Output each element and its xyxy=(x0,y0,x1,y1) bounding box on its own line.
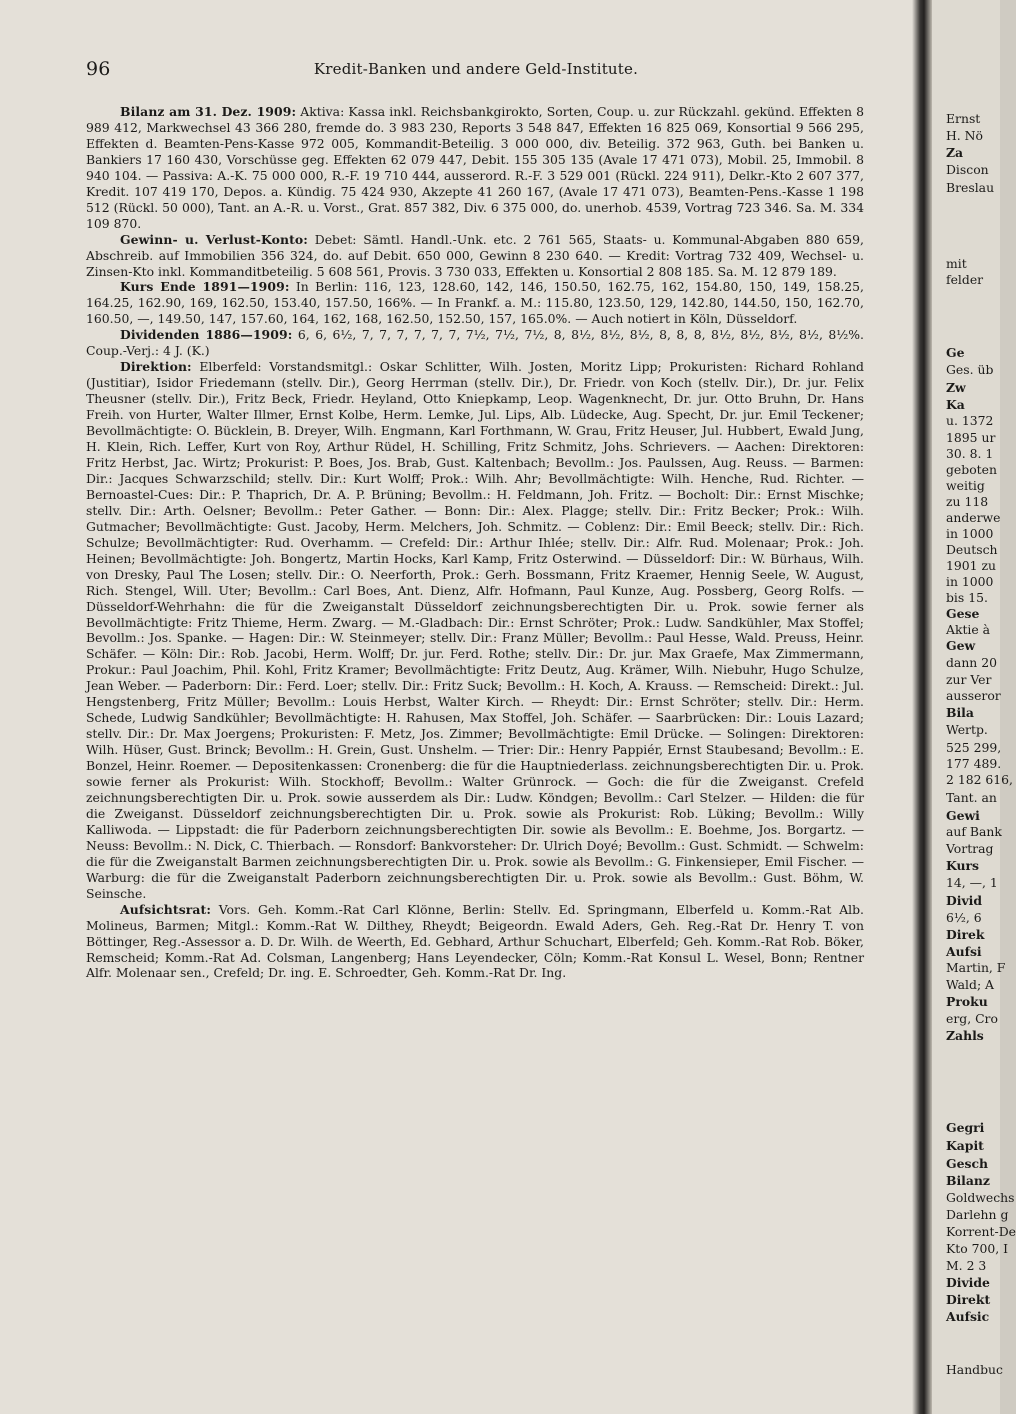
adjacent-page-line: Divid xyxy=(946,893,983,908)
adjacent-page-line: Ges. üb xyxy=(946,362,994,377)
paragraph-label: Gewinn- u. Verlust-Konto: xyxy=(120,231,308,247)
adjacent-page-line: Kapit xyxy=(946,1138,984,1153)
adjacent-page-line: M. 2 3 xyxy=(946,1258,987,1273)
adjacent-page-line: 1895 ur xyxy=(946,430,996,445)
main-text xyxy=(86,104,864,981)
paragraph-text: Vors. Geh. Komm.-Rat Carl Klönne, Berlin: Stellv. Ed. Springmann, Elberfeld u. Komm.-Rat Alb. Molineus, Barmen; Mitgl.: Komm.-Rat W. Dilthey, Rheydt; Beigeordn. Ewald Aders, Geh. Reg.-Rat Dr. Henry T. von Böttinger, Reg.-Assessor a. D. Dr. Wilh. de Weerth, Ed. Gebhard, Arthur Schuchart, Elberfeld; Geh. Komm.-Rat Rob. Böker, Remscheid; Komm.-Rat Ad. Colsman, Langenberg; Hans Leyendecker, Cöln; Komm.-Rat Konsul L. Wesel, Bonn; Rentner Alfr. Molenaar sen., Crefeld; Dr. ing. E. Schroedter, Geh. Komm.-Rat Dr. Ing. xyxy=(86,901,864,981)
adjacent-page-line: in 1000 xyxy=(946,574,994,589)
adjacent-page-line: Proku xyxy=(946,994,988,1009)
paragraph-text: 6, 6, 6½, 7, 7, 7, 7, 7, 7, 7½, 7½, 7½, 8, 8½, 8½, 8½, 8, 8, 8, 8½, 8½, 8½, 8½, 8½%. Coup.-Verj.: 4 J. (K.) xyxy=(86,327,864,359)
adjacent-page-line: Gesch xyxy=(946,1156,988,1171)
paragraph-label: Kurs Ende 1891—1909: xyxy=(120,279,290,295)
paragraph-label: Dividenden 1886—1909: xyxy=(120,327,293,343)
adjacent-page-line: zur Ver xyxy=(946,672,992,687)
adjacent-page-line: Za xyxy=(946,145,964,160)
adjacent-page-line: Vortrag xyxy=(946,841,994,856)
adjacent-page-line: Zahls xyxy=(946,1028,984,1043)
adjacent-page-line: auf Bank xyxy=(946,824,1002,839)
adjacent-page-line: mit xyxy=(946,256,967,271)
adjacent-page-line: zu 118 xyxy=(946,494,989,509)
adjacent-page-line: Martin, F xyxy=(946,960,1006,975)
adjacent-page-line: Deutsch xyxy=(946,542,998,557)
adjacent-page-line: anderwe xyxy=(946,510,1001,525)
adjacent-page-line: 525 299, xyxy=(946,740,1002,755)
adjacent-page-line: Breslau xyxy=(946,180,995,195)
adjacent-page-line: 177 489. xyxy=(946,756,1002,771)
adjacent-page-line: Direk xyxy=(946,927,985,942)
adjacent-page-line: Ge xyxy=(946,345,965,360)
adjacent-page-line: H. Nö xyxy=(946,128,983,143)
paragraph-dividenden xyxy=(86,327,864,359)
adjacent-page-line: Ernst xyxy=(946,111,981,126)
adjacent-page-line: ausseror xyxy=(946,688,1001,703)
adjacent-page-line: 2 182 616, xyxy=(946,772,1013,787)
adjacent-page-line: Direkt xyxy=(946,1292,991,1307)
page-number: 96 xyxy=(86,58,111,80)
paragraph-text: Debet: Sämtl. Handl.-Unk. etc. 2 761 565, Staats- u. Kommunal-Abgaben 880 659, Abschreib. auf Immobilien 356 324, do. auf Debit. 650 000, Gewinn 8 230 640. — Kredit: Vortrag 732 409, Wechsel- u. Zinsen-Kto inkl. Kommanditbeteilig. 5 608 561, Provis. 3 730 033, Effekten u. Konsortial 2 808 185. Sa. M. 12 879 189. xyxy=(86,231,864,279)
paragraph-label: Direktion: xyxy=(120,359,192,375)
adjacent-page-line: 14, —, 1 xyxy=(946,875,998,890)
adjacent-page-fragment xyxy=(932,0,1016,1414)
adjacent-page-line: in 1000 xyxy=(946,526,994,541)
adjacent-page-line: Zw xyxy=(946,380,966,395)
adjacent-page-line: 6½, 6 xyxy=(946,910,982,925)
paragraph-gewinn-verlust xyxy=(86,232,864,280)
adjacent-page-line: u. 1372 xyxy=(946,413,994,428)
paragraph-aufsichtsrat xyxy=(86,902,864,982)
page-header xyxy=(86,58,866,82)
adjacent-page-line: Aufsi xyxy=(946,944,982,959)
adjacent-page-line: Gew xyxy=(946,638,976,653)
adjacent-page-line: Tant. an xyxy=(946,790,997,805)
paragraph-bilanz xyxy=(86,104,864,232)
running-head: Kredit-Banken und andere Geld-Institute. xyxy=(313,60,639,78)
adjacent-page-line: Aufsic xyxy=(946,1309,990,1324)
adjacent-page-line: dann 20 xyxy=(946,655,997,670)
adjacent-page-line: Kurs xyxy=(946,858,980,873)
adjacent-page-line: Gese xyxy=(946,606,980,621)
adjacent-page-line: Goldwechs xyxy=(946,1190,1015,1205)
adjacent-page-line: Ka xyxy=(946,397,965,412)
paragraph-text: Elberfeld: Vorstandsmitgl.: Oskar Schlitter, Wilh. Josten, Moritz Lipp; Prokuristen: Richard Rohland (Justitiar), Isidor Friedemann (stellv. Dir.), Georg Herrman (stellv. Dir.), Dr. Friedr. von Koch (stellv. Dir.), Dr. jur. Felix Theusner (stellv. Dir.), Fritz Beck, Friedr. Heyland, Otto Kniepkamp, Leop. Wagenknecht, Dr. jur. Otto Bruhn, Dr. Hans Freih. von Hurter, Walter Illmer, Ernst Kolbe, Herm. Lemke, Jul. Lips, Alb. Lüdecke, Aug. Specht, Dr. jur. Emil Teckener; Bevollmächtigte: O. Bücklein, B. Dreyer, Wilh. Engmann, Karl Forthmann, W. Grau, Fritz Heuser, Jul. Hubbert, Ewald Jung, H. Klein, Rich. Leffer, Kurt von Roy, Arthur Rüdel, H. Schilling, Fritz Schmitz, Johs. Schrievers. — Aachen: Direktoren: Fritz Herbst, Jac. Wirtz; Prokurist: P. Boes, Jos. Brab, Gust. Kaltenbach; Bevollm.: Jos. Paulssen, Aug. Reuss. — Barmen: Dir.: Jacques Schwarzschild; stellv. Dir.: Kurt Wolff; Prok.: Wilh. Ahr; Bevollmächtigte: Wilh. Henche, Rud. Richter. — Bernoastel-Cues: Dir.: P. Thaprich, Dr. A. P. Brüning; Bevollm.: H. Feldmann, Joh. Fritz. — Bocholt: Dir.: Ernst Mischke; stellv. Dir.: Arth. Oelsner; Bevollm.: Peter Gather. — Bonn: Dir.: Alex. Plagge; stellv. Dir.: Fritz Becker; Prok.: Wilh. Gutmacher; Bevollmächtigte: Gust. Jacoby, Herm. Melchers, Joh. Schmitz. — Coblenz: Dir.: Emil Beeck; stellv. Dir.: Rich. Schulze; Bevollmächtigter: Rud. Overhamm. — Crefeld: Dir.: Arthur Ihlée; stellv. Dir.: Alfr. Rud. Molenaar; Prok.: Joh. Heinen; Bevollmächtigte: Joh. Bongertz, Martin Hocks, Karl Kamp, Fritz Osterwind. — Düsseldorf: Dir.: W. Bürhaus, Wilh. von Dresky, Paul The Losen; stellv. Dir.: O. Neerforth, Prok.: Gerh. Bossmann, Fritz Kraemer, Hennig Seele, W. August, Rich. Stengel, Will. Uter; Bevollm.: Carl Boes, Ant. Dienz, Alfr. Hofmann, Paul Kunze, Aug. Possberg, Georg Rolfs. — Düsseldorf-Wehrhahn: die für die Zweiganstalt Düsseldorf zeichnungsberechtigten Dir. u. Prok. sowie ferner als Bevollmächtigte: Fritz Thieme, Herm. Zwarg. — M.-Gladbach: Dir.: Ernst Schröter; Prok.: Ludw. Sandkühler, Max Stoffel; Bevollm.: Jos. Spanke. — Hagen: Dir.: W. Steinmeyer; stellv. Dir.: Franz Müller; Bevollm.: Paul Hesse, Wald. Preuss, Heinr. Schäfer. — Köln: Dir.: Rob. Jacobi, Herm. Wolff; Dr. jur. Ferd. Rothe; stellv. Dir.: Dr. jur. Max Graefe, Max Zimmermann, Prokur.: Paul Joachim, Phil. Kohl, Fritz Kramer; Bevollmächtigte: Fritz Deutz, Aug. Krämer, Wilh. Niebuhr, Hugo Schulze, Jean Weber. — Paderborn: Dir.: Ferd. Loer; stellv. Dir.: Fritz Suck; Bevollm.: H. Koch, A. Krauss. — Remscheid: Direkt.: Jul. Hengstenberg, Fritz Müller; Bevollm.: Louis Herbst, Walter Kirch. — Rheydt: Dir.: Ernst Schröter; stellv. Dir.: Herm. Schede, Ludwig Sandkühler; Bevollmächtigte: H. Rahusen, Max Stoffel, Joh. Schäfer. — Saarbrücken: Dir.: Louis Lazard; stellv. Dir.: Dr. Max Joergens; Prokuristen: F. Metz, Jos. Zimmer; Bevollmächtigte: Emil Drücke. — Solingen: Direktoren: Wilh. Hüser, Gust. Brinck; Bevollm.: H. Grein, Gust. Unshelm. — Trier: Dir.: Henry Pappiér, Ernst Staubesand; Bevollm.: E. Bonzel, Heinr. Roemer. — Depositenkassen: Cronenberg: die für die Hauptniederlass. zeichnungsberechtigten Dir. u. Prok. sowie ferner als Prokurist: Wilh. Stockhoff; Bevollm.: Walter Grünrock. — Goch: die für die Zweiganst. Crefeld zeichnungsberechtigten Dir. u. Prok. sowie ausserdem als Dir.: Ludw. Köndgen; Bevollm.: Carl Stelzer. — Hilden: die für die Zweiganst. Düsseldorf zeichnungsberechtigten Dir. u. Prok. sowie als Prokurist: Rob. Lüking; Bevollm.: Willy Kalliwoda. — Lippstadt: die für Paderborn zeichnungsberechtigten Dir. sowie als Bevollm.: E. Boehme, Jos. Borgartz. — Neuss: Bevollm.: N. Dick, C. Thierbach. — Ronsdorf: Bankvorsteher: Dr. Ulrich Doyé; Bevollm.: Gust. Schmidt. — Schwelm: die für die Zweiganstalt Barmen zeichnungsberechtigten Dir. u. Prok. sowie als Bevollm.: G. Finkensieper, Emil Fischer. — Warburg: die für die Zweiganstalt Paderborn zeichnungsberechtigten Dir. u. Prok. sowie als Bevollm.: Gust. Böhm, W. Seinsche. xyxy=(86,359,864,901)
adjacent-page-line: Divide xyxy=(946,1275,990,1290)
paragraph-label: Bilanz am 31. Dez. 1909: xyxy=(120,104,297,119)
adjacent-page-line: Darlehn g xyxy=(946,1207,1009,1222)
paragraph-label: Aufsichtsrat: xyxy=(120,901,212,917)
book-gutter xyxy=(912,0,932,1414)
paragraph-kurs xyxy=(86,279,864,327)
adjacent-page-line: geboten xyxy=(946,462,997,477)
paragraph-text: In Berlin: 116, 123, 128.60, 142, 146, 150.50, 162.75, 162, 154.80, 150, 149, 158.25, 164.25, 162.90, 169, 162.50, 153.40, 157.50, 166%. — In Frankf. a. M.: 115.80, 123.50, 129, 142.80, 144.50, 150, 162.70, 160.50, —, 149.50, 147, 157.60, 164, 162, 168, 162.50, 152.50, 157, 165.0%. — Auch notiert in Köln, Düsseldorf. xyxy=(86,279,864,327)
adjacent-page-line: Aktie à xyxy=(946,622,991,637)
adjacent-page-line: Handbuc xyxy=(946,1362,1003,1377)
adjacent-page-line: Wertp. xyxy=(946,722,988,737)
adjacent-page-line: Gewi xyxy=(946,808,980,823)
adjacent-page-line: 1901 zu xyxy=(946,558,996,573)
adjacent-page-line: weitig xyxy=(946,478,985,493)
adjacent-page-line: bis 15. xyxy=(946,590,988,605)
paragraph-direktion xyxy=(86,359,864,901)
adjacent-page-line: Bila xyxy=(946,705,974,720)
adjacent-page-line: felder xyxy=(946,272,984,287)
adjacent-page-line: erg, Cro xyxy=(946,1011,998,1026)
adjacent-page-line: Gegri xyxy=(946,1120,985,1135)
adjacent-page-line: 30. 8. 1 xyxy=(946,446,994,461)
adjacent-page-line: Kto 700, I xyxy=(946,1241,1009,1256)
adjacent-page-line: Wald; A xyxy=(946,977,995,992)
adjacent-page-line: Discon xyxy=(946,162,989,177)
adjacent-page-line: Korrent-De xyxy=(946,1224,1016,1239)
paragraph-text: Aktiva: Kassa inkl. Reichsbankgirokto, Sorten, Coup. u. zur Rückzahl. gekünd. Effekten 8 989 412, Markwechsel 43 366 280, fremde do. 3 983 230, Reports 3 548 847, Effekten 16 825 069, Konsortial 9 566 295, Effekten d. Beamten-Pens-Kasse 972 005, Kommandit-Beteilig. 3 000 000, div. Beteilig. 372 963, Guth. bei Banken u. Bankiers 17 160 430, Vorschüsse geg. Effekten 62 079 447, Debit. 155 305 135 (Avale 17 471 073), Mobil. 25, Immobil. 8 940 104. — Passiva: A.-K. 75 000 000, R.-F. 19 710 444, ausserord. R.-F. 3 529 001 (Rückl. 224 911), Delkr.-Kto 2 607 377, Kredit. 107 419 170, Depos. a. Kündig. 75 424 930, Akzepte 41 260 167, (Avale 17 471 073), Beamten-Pens.-Kasse 1 198 512 (Rückl. 50 000), Tant. an A.-R. u. Vorst., Grat. 857 382, Div. 6 375 000, do. unerhob. 4539, Vortrag 723 346. Sa. M. 334 109 870. xyxy=(86,104,864,231)
adjacent-page-line: Bilanz xyxy=(946,1173,990,1188)
